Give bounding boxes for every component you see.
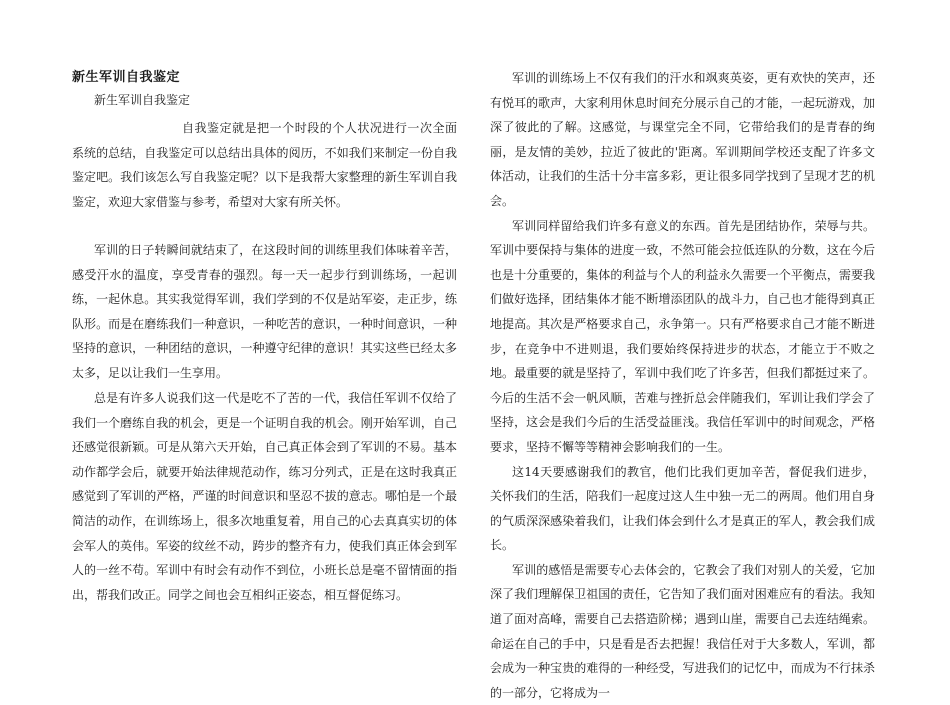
body-paragraph: 总是有许多人说我们这一代是吃不了苦的一代，我信任军训不仅给了我们一个磨练自我的机会，更是一个证明自我的机会。刚开始军训，自己还感觉很新颖。可是从第六天开始，自己真正体会到了军训的不易。基本动作都学会后，就要开始法律规范动作，练习分列式，正是在这时我真正感觉到了军训的严格，严谨的时间意识和坚忍不拔的意志。哪怕是一个最简洁的动作，在训练场上，很多次地重复着，用自己的心去真真实切的体会军人的英伟。军姿的纹丝不动，跨步的整齐有力，使我们真正体会到军人的一丝不苟。军训中有时会有动作不到位，小班长总是毫不留情面的指出，帮我们改正。同学之间也会互相纠正姿态，相互督促练习。 xyxy=(72,391,457,602)
body-paragraph: 军训的日子转瞬间就结束了，在这段时间的训练里我们体味着辛苦，感受汗水的温度，享受青春的强烈。每一天一起步行到训练场，一起训练，一起休息。其实我觉得军训，我们学到的不仅是站军姿，走正步，练队形。而是在磨练我们一种意识，一种吃苦的意识，一种时间意识，一种坚持的意识，一种团结的意识，一种遵守纪律的意识！其实这些已经太多太多，足以让我们一生享用。 xyxy=(72,243,457,380)
document-title: 新生军训自我鉴定 xyxy=(72,70,181,85)
body-paragraph: 军训的训练场上不仅有我们的汗水和飒爽英姿，更有欢快的笑声，还有悦耳的歌声，大家利用休息时间充分展示自己的才能，一起玩游戏，加深了彼此的了解。这感觉，与课堂完全不同，它带给我们的是青春的绚丽，是友情的美妙，拉近了彼此的'距离。军训期间学校还支配了许多文体活动，让我们的生活十分丰富多彩，更让很多同学找到了呈现才艺的机会。 xyxy=(490,71,875,208)
body-paragraph: 军训的感悟是需要专心去体会的，它教会了我们对别人的关爱，它加深了我们理解保卫祖国的责任，它告知了我们面对困难应有的看法。我知道了面对高峰，需要自己去搭造阶梯；遇到山崖，需要自己去连结绳索。命运在自己的手中，只是看是否去把握！我信任对于大多数人，军训，都会成为一种宝贵的难得的一种经受，写进我们的记忆中，而成为不行抹杀的一部分，它将成为一 xyxy=(490,562,875,700)
body-paragraph: 军训同样留给我们许多有意义的东西。首先是团结协作，荣辱与共。军训中要保持与集体的进度一致，不然可能会拉低连队的分数，这在今后也是十分重要的，集体的利益与个人的利益永久需要一个平衡点，需要我们做好选择，团结集体才能不断增添团队的战斗力，自己也才能得到真正地提高。其次是严格要求自己，永争第一。只有严格要求自己才能不断进步，在竞争中不进则退，我们要始终保持进步的状态，才能立于不败之地。最重要的就是坚持了，军训中我们吃了许多苦，但我们都挺过来了。今后的生活不会一帆风顺，苦难与挫折总会伴随我们，军训让我们学会了坚持，这会是我们今后的生活受益匪浅。我信任军训中的时间观念，严格要求，坚持不懈等等精神会影响我们的一生。 xyxy=(490,218,875,454)
intro-paragraph: 自我鉴定就是把一个时段的个人状况进行一次全面系统的总结，自我鉴定可以总结出具体的阅历，不如我们来制定一份自我鉴定吧。我们该怎么写自我鉴定呢？以下是我帮大家整理的新生军训自我鉴定，欢迎大家借鉴与参考，希望对大家有所关怀。 xyxy=(72,121,457,209)
body-paragraph: 这14天要感谢我们的教官，他们比我们更加辛苦，督促我们进步，关怀我们的生活，陪我们一起度过这人生中独一无二的两周。他们用自身的气质深深感染着我们，让我们体会到什么才是真正的军人，教会我们成长。 xyxy=(490,464,875,553)
document-subtitle: 新生军训自我鉴定 xyxy=(94,93,191,107)
right-text-flow xyxy=(490,66,875,705)
